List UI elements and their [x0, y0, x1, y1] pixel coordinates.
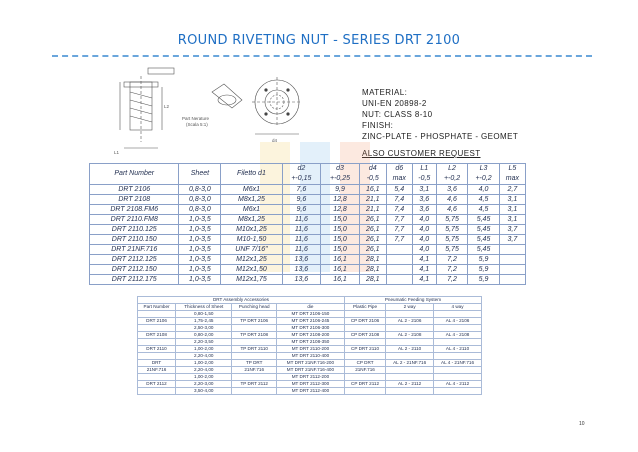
table-cell: 5,9: [468, 265, 500, 275]
table-row: [90, 245, 526, 255]
material-line: FINISH:: [362, 121, 394, 130]
header-d4: d4: [359, 164, 386, 175]
table-cell: 5,45: [468, 215, 500, 225]
acc-header: Part Number: [138, 304, 176, 311]
table-row: [90, 185, 526, 195]
table-cell: 16,1: [321, 255, 360, 265]
table-row: [90, 215, 526, 225]
table-cell: 3,6: [412, 195, 436, 205]
header-sheet: Sheet: [179, 164, 221, 185]
table-cell: 3,6: [412, 205, 436, 215]
accessories-row: [138, 388, 482, 395]
table-cell: 15,0: [321, 215, 360, 225]
table-cell: 4,0: [412, 215, 436, 225]
table-cell: [434, 374, 482, 381]
table-cell: 11,6: [282, 245, 321, 255]
table-cell: 7,2: [436, 275, 468, 285]
table-cell: [232, 339, 277, 346]
table-cell: CP DRT 2108: [344, 332, 385, 339]
table-cell: 3,6: [436, 185, 468, 195]
material-line: UNI-EN 20898-2: [362, 99, 427, 108]
table-cell: 0,8-3,0: [179, 195, 221, 205]
tolerance-d2: +-0,15: [282, 174, 321, 185]
table-cell: CP DRT 2112: [344, 381, 385, 388]
table-cell: 11,6: [282, 215, 321, 225]
header-l1: L1: [412, 164, 436, 175]
table-cell: 12,8: [321, 205, 360, 215]
table-cell: 4,0: [412, 225, 436, 235]
table-cell: [138, 325, 176, 332]
table-cell: 3,7: [499, 235, 525, 245]
table-cell: AL 4 - 2108: [434, 332, 482, 339]
accessories-table-body: [138, 311, 482, 395]
table-cell: MT DRT 2108-200: [276, 332, 344, 339]
table-cell: 2,7: [499, 185, 525, 195]
table-cell: 1,0-3,5: [179, 255, 221, 265]
table-cell: 4,5: [468, 195, 500, 205]
accessories-group-row: [138, 297, 482, 304]
table-cell: M10x1,25: [221, 225, 282, 235]
accessories-row: [138, 374, 482, 381]
table-cell: 7,7: [386, 225, 412, 235]
table-cell: 1,00-2,00: [176, 360, 232, 367]
table-cell: 1,75-2,45: [176, 318, 232, 325]
table-cell: 0,80-1,50: [176, 311, 232, 318]
header-l3: L3: [468, 164, 500, 175]
table-cell: DRT 2112.175: [90, 275, 179, 285]
table-cell: 5,75: [436, 225, 468, 235]
table-cell: [499, 265, 525, 275]
table-cell: 3,50-4,00: [176, 388, 232, 395]
table-cell: [386, 388, 434, 395]
table-cell: [499, 275, 525, 285]
table-cell: [344, 339, 385, 346]
table-cell: [232, 353, 277, 360]
table-row: [90, 235, 526, 245]
table-cell: M6x1: [221, 185, 282, 195]
table-cell: MT DRT 2112-200: [276, 374, 344, 381]
table-cell: 4,1: [412, 255, 436, 265]
acc-header: die: [276, 304, 344, 311]
tolerance-d3: +-0,25: [321, 174, 360, 185]
accessories-row: [138, 332, 482, 339]
table-cell: 3,7: [499, 225, 525, 235]
table-cell: DRT 2112: [138, 381, 176, 388]
table-cell: 7,4: [386, 195, 412, 205]
table-cell: 3,1: [499, 195, 525, 205]
table-cell: [232, 388, 277, 395]
table-cell: 26,1: [359, 245, 386, 255]
table-cell: 1,0-3,5: [179, 235, 221, 245]
table-cell: 3,1: [499, 215, 525, 225]
table-cell: UNF 7/16": [221, 245, 282, 255]
table-cell: [344, 388, 385, 395]
accessories-header-row: [138, 304, 482, 311]
table-cell: [434, 388, 482, 395]
table-cell: [386, 311, 434, 318]
table-cell: DRT 2110.150: [90, 235, 179, 245]
table-cell: [232, 311, 277, 318]
table-cell: 5,9: [468, 255, 500, 265]
table-cell: 2,50-3,00: [176, 325, 232, 332]
table-cell: [344, 325, 385, 332]
table-cell: 15,0: [321, 235, 360, 245]
table-cell: [138, 374, 176, 381]
table-cell: 21NF.716: [232, 367, 277, 374]
page-title: ROUND RIVETING NUT - SERIES DRT 2100: [177, 33, 461, 48]
table-cell: 26,1: [359, 225, 386, 235]
table-cell: MT DRT 2106-245: [276, 318, 344, 325]
table-cell: M10-1,50: [221, 235, 282, 245]
acc-header: Plastic Pipe: [344, 304, 385, 311]
table-cell: 9,9: [321, 185, 360, 195]
table-cell: M6x1: [221, 205, 282, 215]
header-l2: L2: [436, 164, 468, 175]
table-row: [90, 255, 526, 265]
table-cell: 28,1: [359, 275, 386, 285]
table-cell: DRT 2110.FM8: [90, 215, 179, 225]
dimensions-table: [89, 163, 526, 285]
table-cell: 5,45: [468, 235, 500, 245]
table-cell: [386, 325, 434, 332]
acc-header: 4 way: [434, 304, 482, 311]
table-cell: 1,0-3,5: [179, 245, 221, 255]
table-cell: MT DRT 2106-150: [276, 311, 344, 318]
table-cell: MT DRT 2106-300: [276, 325, 344, 332]
table-cell: DRT 2108.FM6: [90, 205, 179, 215]
accessories-table: [137, 296, 482, 395]
title-divider: [52, 55, 592, 57]
table-cell: 15,0: [321, 245, 360, 255]
table-cell: 0,8-3,0: [179, 185, 221, 195]
table-cell: 2,20-3,50: [176, 339, 232, 346]
table-cell: AL 2 - 21NF.716: [386, 360, 434, 367]
table-cell: DRT 2110.125: [90, 225, 179, 235]
table-cell: MT DRT 2108-350: [276, 339, 344, 346]
accessories-row: [138, 367, 482, 374]
table-cell: 5,75: [436, 215, 468, 225]
knurl-mark: [286, 112, 289, 115]
accessories-row: [138, 353, 482, 360]
table-cell: AL 2 - 2112: [386, 381, 434, 388]
header-l5: L5: [499, 164, 525, 175]
table-cell: M8x1,25: [221, 215, 282, 225]
table-cell: 26,1: [359, 215, 386, 225]
table-cell: 5,75: [436, 245, 468, 255]
table-cell: 9,6: [282, 205, 321, 215]
dimensions-table-body: [90, 185, 526, 285]
accessories-row: [138, 360, 482, 367]
table-cell: TP DRT 2110: [232, 346, 277, 353]
acc-header: Punching head: [232, 304, 277, 311]
table-cell: [138, 388, 176, 395]
table-cell: 2,20-3,00: [176, 381, 232, 388]
table-cell: DRT 2108: [90, 195, 179, 205]
table-cell: TP DRT 2112: [232, 381, 277, 388]
table-cell: 0,80-2,00: [176, 332, 232, 339]
page-number: 10: [579, 421, 585, 427]
table-row: [90, 225, 526, 235]
table-cell: 7,4: [386, 205, 412, 215]
tolerance-l5: max: [499, 174, 525, 185]
table-cell: CP DRT 2106: [344, 318, 385, 325]
table-cell: 5,75: [436, 235, 468, 245]
table-cell: MT DRT 21NF.716-400: [276, 367, 344, 374]
table-cell: 4,6: [436, 205, 468, 215]
header-d6: d6: [386, 164, 412, 175]
table-cell: AL 4 - 2110: [434, 346, 482, 353]
table-row: [90, 265, 526, 275]
table-cell: 4,1: [412, 275, 436, 285]
table-cell: M12x1,75: [221, 275, 282, 285]
table-cell: MT DRT 2110-400: [276, 353, 344, 360]
table-cell: DRT 2112.150: [90, 265, 179, 275]
table-cell: 3,1: [499, 205, 525, 215]
table-cell: 11,6: [282, 225, 321, 235]
table-cell: 1,0-3,5: [179, 265, 221, 275]
table-cell: MT DRT 2112-300: [276, 381, 344, 388]
material-line: MATERIAL:: [362, 88, 408, 97]
table-cell: DRT 21NF.716: [90, 245, 179, 255]
table-cell: 2,20-4,00: [176, 367, 232, 374]
header-d3: d3: [321, 164, 360, 175]
table-cell: MT DRT 2112-400: [276, 388, 344, 395]
table-cell: 1,00-2,00: [176, 346, 232, 353]
table-cell: TP DRT: [232, 360, 277, 367]
table-cell: DRT 2106: [138, 318, 176, 325]
knurl-mark: [286, 88, 289, 91]
table-cell: 5,4: [386, 185, 412, 195]
table-cell: M12x1,25: [221, 255, 282, 265]
table-cell: [434, 311, 482, 318]
acc-header: 2 way: [386, 304, 434, 311]
table-cell: 21NF.716: [344, 367, 385, 374]
table-cell: [386, 245, 412, 255]
table-cell: AL 4 - 2112: [434, 381, 482, 388]
table-cell: 4,0: [468, 185, 500, 195]
table-cell: [232, 374, 277, 381]
dim-label: L2: [164, 104, 170, 109]
table-cell: 1,0-3,5: [179, 225, 221, 235]
accessories-row: [138, 311, 482, 318]
table-cell: [434, 353, 482, 360]
table-cell: M8x1,25: [221, 195, 282, 205]
table-cell: 28,1: [359, 255, 386, 265]
nut-3d-side: [212, 84, 242, 108]
table-cell: 5,9: [468, 275, 500, 285]
table-cell: 7,7: [386, 215, 412, 225]
table-cell: 4,0: [412, 245, 436, 255]
header-d2: d2: [282, 164, 321, 175]
table-cell: 28,1: [359, 265, 386, 275]
group-pneumatic-feeding: Pneumatic Feeding System: [344, 297, 481, 304]
table-cell: 21,1: [359, 195, 386, 205]
tolerance-d4: -0,5: [359, 174, 386, 185]
table-cell: [232, 325, 277, 332]
table-cell: 4,5: [468, 205, 500, 215]
tolerance-d6: max: [386, 174, 412, 185]
table-cell: 1,0-3,5: [179, 215, 221, 225]
table-header-row: [90, 164, 526, 175]
tolerance-l2: +-0,2: [436, 174, 468, 185]
table-cell: [344, 374, 385, 381]
part-label: Part Nerature: [182, 116, 210, 121]
accessories-row: [138, 381, 482, 388]
table-cell: DRT 2112.125: [90, 255, 179, 265]
table-cell: AL 2 - 2108: [386, 332, 434, 339]
table-cell: CP DRT 2110: [344, 346, 385, 353]
table-cell: 7,6: [282, 185, 321, 195]
table-cell: [499, 245, 525, 255]
table-cell: [386, 367, 434, 374]
table-cell: [386, 255, 412, 265]
table-cell: 13,6: [282, 255, 321, 265]
table-cell: 9,6: [282, 195, 321, 205]
table-cell: DRT 2108: [138, 332, 176, 339]
dim-label: L1: [114, 150, 120, 155]
table-cell: [434, 367, 482, 374]
table-cell: [386, 353, 434, 360]
nut-3d-top: [218, 95, 236, 105]
table-cell: 3,1: [412, 185, 436, 195]
tolerance-l1: -0,5: [412, 174, 436, 185]
table-cell: 13,6: [282, 265, 321, 275]
accessories-row: [138, 346, 482, 353]
table-cell: 7,2: [436, 265, 468, 275]
table-cell: 11,6: [282, 235, 321, 245]
table-cell: [138, 353, 176, 360]
tolerance-l3: +-0,2: [468, 174, 500, 185]
table-cell: 13,6: [282, 275, 321, 285]
accessories-row: [138, 318, 482, 325]
table-cell: 26,1: [359, 235, 386, 245]
table-cell: 16,1: [321, 275, 360, 285]
table-cell: [138, 339, 176, 346]
header-thread: Filetto d1: [221, 164, 282, 185]
table-cell: 21NF.716: [138, 367, 176, 374]
table-cell: 1,00-2,00: [176, 374, 232, 381]
table-row: [90, 205, 526, 215]
table-cell: DRT 2110: [138, 346, 176, 353]
table-cell: 0,8-3,0: [179, 205, 221, 215]
table-cell: [386, 339, 434, 346]
table-cell: [386, 275, 412, 285]
table-cell: AL 4 - 2106: [434, 318, 482, 325]
table-cell: M12x1,50: [221, 265, 282, 275]
material-line: NUT: CLASS 8-10: [362, 110, 433, 119]
table-cell: AL 4 - 21NF.716: [434, 360, 482, 367]
table-cell: 5,45: [468, 245, 500, 255]
header-part-number: Part Number: [90, 164, 179, 185]
table-cell: MT DRT 21NF.716-200: [276, 360, 344, 367]
table-cell: [386, 265, 412, 275]
tolerance-frame: [148, 68, 174, 74]
table-row: [90, 275, 526, 285]
table-row: [90, 195, 526, 205]
table-cell: [344, 311, 385, 318]
table-cell: 21,1: [359, 205, 386, 215]
table-cell: DRT: [138, 360, 176, 367]
thread-line: [130, 100, 152, 106]
table-cell: AL 2 - 2106: [386, 318, 434, 325]
table-cell: [344, 353, 385, 360]
table-cell: DRT 2106: [90, 185, 179, 195]
table-cell: [434, 339, 482, 346]
table-cell: MT DRT 2110-200: [276, 346, 344, 353]
table-cell: 5,45: [468, 225, 500, 235]
accessories-row: [138, 325, 482, 332]
table-cell: 4,6: [436, 195, 468, 205]
acc-header: Thickness of Sheet: [176, 304, 232, 311]
table-cell: [434, 325, 482, 332]
table-cell: 16,1: [359, 185, 386, 195]
customer-request-note: ALSO CUSTOMER REQUEST: [362, 149, 481, 158]
accessories-row: [138, 339, 482, 346]
table-cell: TP DRT 2108: [232, 332, 277, 339]
scale-label: (Scala 5:1): [186, 122, 208, 127]
table-cell: TP DRT 2106: [232, 318, 277, 325]
table-cell: 7,7: [386, 235, 412, 245]
table-cell: 4,1: [412, 265, 436, 275]
table-cell: 15,0: [321, 225, 360, 235]
table-cell: 12,8: [321, 195, 360, 205]
material-line: ZINC-PLATE - PHOSPHATE - GEOMET: [362, 132, 519, 141]
table-cell: 1,0-3,5: [179, 275, 221, 285]
table-cell: 16,1: [321, 265, 360, 275]
table-cell: CP DRT: [344, 360, 385, 367]
table-cell: 7,2: [436, 255, 468, 265]
dim-label: d4: [272, 138, 278, 143]
knurl-mark: [264, 88, 267, 91]
table-cell: AL 2 - 2110: [386, 346, 434, 353]
table-cell: [386, 374, 434, 381]
table-cell: 2,20-4,00: [176, 353, 232, 360]
group-assembly-accessories: DRT Assembly Accessories: [138, 297, 345, 304]
table-cell: [138, 311, 176, 318]
table-cell: 4,0: [412, 235, 436, 245]
table-cell: [499, 255, 525, 265]
knurl-mark: [264, 112, 267, 115]
